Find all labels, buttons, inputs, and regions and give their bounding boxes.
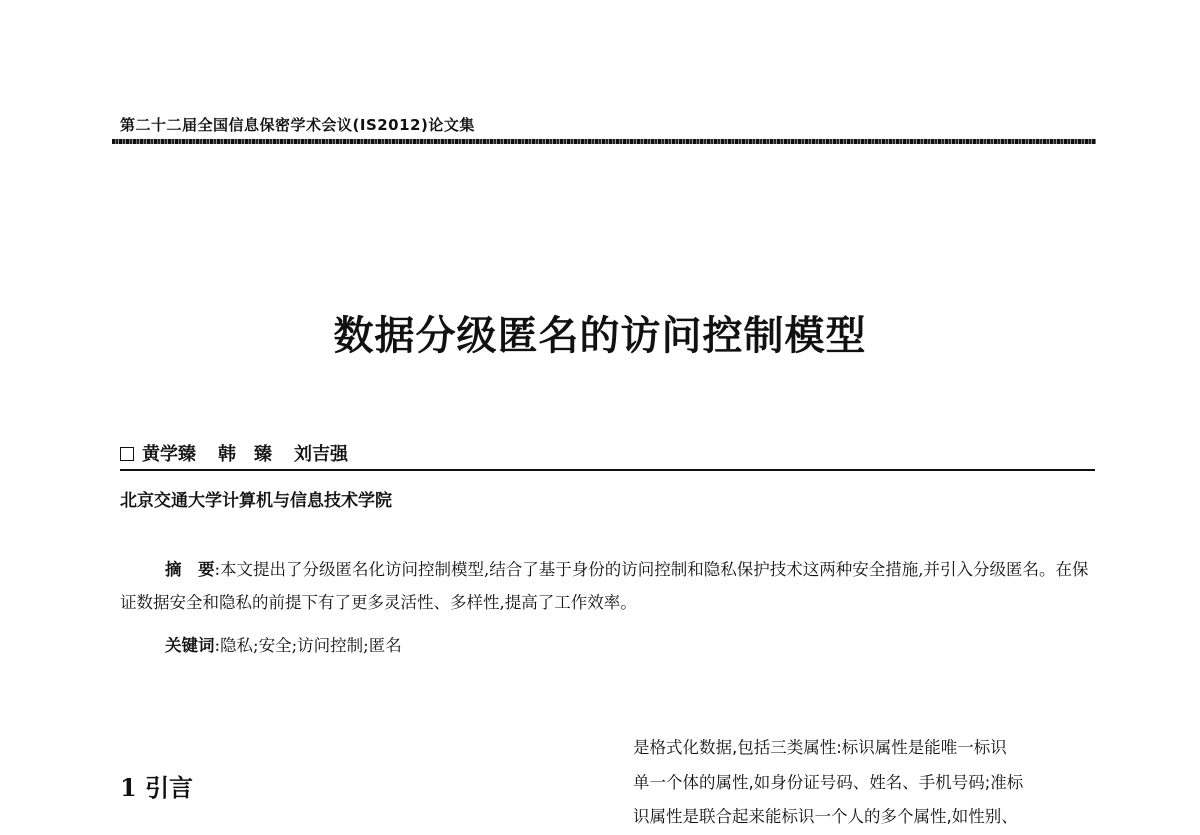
keywords-text: :隐私;安全;访问控制;匿名	[214, 636, 402, 655]
author-name: 韩 臻	[218, 444, 272, 465]
abstract	[120, 553, 1096, 619]
body-text-right-column	[633, 731, 1096, 835]
body-line: 单一个体的属性,如身份证号码、姓名、手机号码;准标	[633, 772, 1024, 792]
paper-title: 数据分级匿名的访问控制模型	[333, 312, 867, 359]
author-divider	[120, 469, 1095, 471]
body-line: 是格式化数据,包括三类属性:标识属性是能唯一标识	[633, 738, 1007, 757]
abstract-text: :本文提出了分级匿名化访问控制模型,结合了基于身份的访问控制和隐私保护技术这两种安全措施,并引入分级匿名。在保证数据安全和隐私的前提下有了更多灵活性、多样性,提高了工作效率。	[120, 560, 1089, 612]
keywords-label: 关键词	[165, 636, 215, 655]
header-rule	[112, 139, 1096, 144]
body-line: 识属性是联合起来能标识一个人的多个属性,如性别、	[633, 807, 1018, 826]
author-name: 黄学臻	[142, 444, 196, 465]
square-bullet-icon	[120, 447, 134, 461]
section-title: 引言	[145, 773, 194, 802]
keywords	[165, 632, 402, 656]
abstract-label: 摘 要	[165, 560, 215, 579]
section-heading	[120, 768, 193, 803]
running-header: 第二十二届全国信息保密学术会议(IS2012)论文集	[120, 116, 475, 134]
section-number: 1	[120, 773, 137, 802]
authors-row	[120, 440, 370, 466]
author-name: 刘吉强	[294, 444, 348, 465]
affiliation: 北京交通大学计算机与信息技术学院	[120, 491, 392, 511]
